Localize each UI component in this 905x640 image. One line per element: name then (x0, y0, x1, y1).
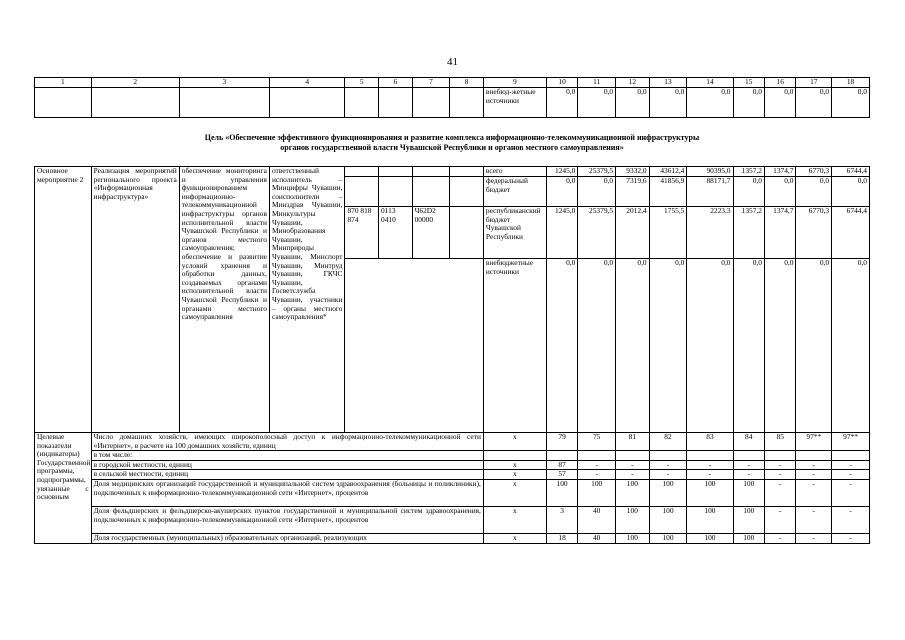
col-num: 3 (179, 78, 269, 88)
value-cell: 9332,0 (616, 167, 650, 177)
value-cell: 0,0 (733, 259, 764, 433)
value-cell: 100 (616, 479, 650, 506)
goal-line-2: органов государственной власти Чувашской Республики и органов местного самоуправления» (280, 143, 624, 152)
source-cell: федеральный бюджет (483, 177, 546, 207)
value-cell: - (616, 470, 650, 480)
col-num: 5 (345, 78, 379, 88)
col-num: 11 (578, 78, 616, 88)
indicator-text: Число домашних хозяйств, имеющих широкополосный доступ к информационно-телекоммуникационной сети «Интернет», в расчете на 100 домашних хозяйств, единиц (91, 433, 483, 451)
column-numbers-row (35, 78, 870, 88)
col-num: 18 (832, 78, 870, 88)
value-cell: 6744,4 (832, 207, 870, 259)
indicator-x: x (483, 479, 546, 506)
value-cell: 6770,3 (796, 207, 832, 259)
value-cell: 0,0 (832, 88, 870, 118)
value-cell: - (733, 470, 764, 480)
event-goal: обеспечение мониторинга и управления функционированием информационно-телекоммуникационной инфраструктуры органов исполнительной власти Чувашской Республики и органов местного самоуправления; обеспечение и развитие условий хранения и обработки данных, создаваемых органами исполнительной власти Чувашской Республики и органами местного самоуправления (179, 167, 269, 433)
table-row (35, 167, 870, 177)
value-cell: - (578, 460, 616, 470)
value-cell: 0,0 (796, 88, 832, 118)
page-number: 41 (447, 56, 458, 68)
value-cell: 0,0 (578, 259, 616, 433)
indicator-x: x (483, 470, 546, 480)
value-cell: 90395,0 (687, 167, 733, 177)
value-cell: 0,0 (764, 259, 795, 433)
value-cell: 100 (649, 506, 687, 533)
value-cell: 57 (546, 470, 577, 480)
value-cell: 0,0 (733, 177, 764, 207)
value-cell: 0,0 (616, 259, 650, 433)
value-cell: 0,0 (796, 177, 832, 207)
value-cell: 0,0 (764, 88, 795, 118)
value-cell: 0,0 (546, 259, 577, 433)
value-cell: - (832, 479, 870, 506)
value-cell: 2012,4 (616, 207, 650, 259)
value-cell: 6744,4 (832, 167, 870, 177)
value-cell: 1374,7 (764, 167, 795, 177)
value-cell: 100 (616, 506, 650, 533)
value-cell: - (649, 470, 687, 480)
col-num: 2 (91, 78, 179, 88)
col-num: 9 (483, 78, 546, 88)
indicator-row (35, 433, 870, 451)
value-cell: 0,0 (546, 177, 577, 207)
indicator-row (35, 506, 870, 533)
value-cell: 79 (546, 433, 577, 451)
value-cell: - (764, 460, 795, 470)
value-cell: 100 (687, 506, 733, 533)
indicator-text: Доля медицинских организаций государственной и муниципальной систем здравоохранения (больницы и поликлиники), подключенных к информационно-телекоммуникационной сети «Интернет», процентов (91, 479, 483, 506)
col-num: 1 (35, 78, 92, 88)
col-num: 16 (764, 78, 795, 88)
event-executor: ответственный исполнитель – Минцифры Чувашии, соисполнители – Минздрав Чувашии, Минкультуры Чувашии, Минобразования Чувашии, Минприроды Чувашии, Минспорт Чувашии, Минтруд Чувашии, ГКЧС Чувашии, Госветслужба Чувашии, участники – органы местного самоуправления* (269, 167, 345, 433)
value-cell: 97** (832, 433, 870, 451)
value-cell: 100 (649, 533, 687, 543)
value-cell: 0,0 (687, 88, 733, 118)
value-cell: 0,0 (649, 88, 687, 118)
value-cell: 75 (578, 433, 616, 451)
value-cell: 0,0 (764, 177, 795, 207)
source-cell: всего (483, 167, 546, 177)
value-cell: - (832, 506, 870, 533)
value-cell: 0,0 (578, 88, 616, 118)
goal-heading (34, 133, 870, 153)
indicator-text: в сельской местности, единиц (91, 470, 483, 480)
value-cell: 40 (578, 533, 616, 543)
value-cell: 100 (687, 533, 733, 543)
indicator-row (35, 533, 870, 543)
col-num: 15 (733, 78, 764, 88)
value-cell: - (764, 479, 795, 506)
value-cell: 40 (578, 506, 616, 533)
value-cell: 100 (733, 479, 764, 506)
value-cell: - (649, 460, 687, 470)
value-cell: 1357,2 (733, 207, 764, 259)
indicator-x: x (483, 533, 546, 543)
value-cell: - (796, 460, 832, 470)
value-cell: 100 (733, 533, 764, 543)
indicator-row (35, 470, 870, 480)
value-cell: - (832, 460, 870, 470)
event-name: Реализация мероприятий регионального проекта «Информационная инфраструктура» (91, 167, 179, 433)
value-cell: 82 (649, 433, 687, 451)
table-row (35, 88, 870, 118)
value-cell: 0,0 (616, 88, 650, 118)
source-cell: республиканский бюджет Чувашской Республики (483, 207, 546, 259)
indicator-x: x (483, 433, 546, 451)
value-cell: 100 (733, 506, 764, 533)
value-cell: - (832, 470, 870, 480)
value-cell: 25379,5 (578, 207, 616, 259)
indicator-x: x (483, 506, 546, 533)
value-cell: - (796, 470, 832, 480)
col-num: 12 (616, 78, 650, 88)
indicator-x: x (483, 460, 546, 470)
value-cell: 83 (687, 433, 733, 451)
value-cell: 85 (764, 433, 795, 451)
indicator-row (35, 451, 870, 461)
value-cell: 2223,3 (687, 207, 733, 259)
value-cell: - (616, 460, 650, 470)
value-cell: - (796, 479, 832, 506)
value-cell: 81 (616, 433, 650, 451)
event-status: Основное мероприятие 2 (35, 167, 92, 433)
value-cell: - (733, 460, 764, 470)
value-cell: 0,0 (649, 259, 687, 433)
value-cell: 41856,9 (649, 177, 687, 207)
value-cell: 100 (578, 479, 616, 506)
value-cell: 7319,6 (616, 177, 650, 207)
rzpr-cell: 0113 0410 (379, 207, 413, 259)
col-num: 8 (450, 78, 484, 88)
value-cell: 0,0 (578, 177, 616, 207)
grbs-cell: 870 818 874 (345, 207, 379, 259)
value-cell: - (687, 460, 733, 470)
col-num: 17 (796, 78, 832, 88)
value-cell: 1245,0 (546, 167, 577, 177)
indicator-row (35, 460, 870, 470)
value-cell: 25379,5 (578, 167, 616, 177)
value-cell: - (764, 533, 795, 543)
value-cell: 100 (546, 479, 577, 506)
indicator-row (35, 479, 870, 506)
value-cell: 1755,5 (649, 207, 687, 259)
value-cell: - (764, 506, 795, 533)
value-cell: - (796, 533, 832, 543)
source-cell: внебюд-жетные источники (483, 88, 546, 118)
indicator-text: в городской местности, единиц (91, 460, 483, 470)
value-cell: 0,0 (687, 259, 733, 433)
indicator-text: в том числе: (91, 451, 483, 461)
value-cell: - (832, 533, 870, 543)
csr-cell: Ч62D2 00000 (412, 207, 450, 259)
value-cell: 3 (546, 506, 577, 533)
value-cell: 43612,4 (649, 167, 687, 177)
col-num: 10 (546, 78, 577, 88)
value-cell: 100 (687, 479, 733, 506)
indicator-text: Доля фельдшерских и фельдшерско-акушерских пунктов государственной и муниципальной систем здравоохранения, подключенных к информационно-телекоммуникационной сети «Интернет», процентов (91, 506, 483, 533)
main-table (34, 166, 870, 544)
value-cell: 0,0 (733, 88, 764, 118)
source-cell: внебюджетные источники (483, 259, 546, 433)
value-cell: - (578, 470, 616, 480)
value-cell: 0,0 (832, 259, 870, 433)
col-num: 7 (412, 78, 450, 88)
value-cell: 1245,0 (546, 207, 577, 259)
value-cell: 84 (733, 433, 764, 451)
col-num: 4 (269, 78, 345, 88)
indicator-text: Доля государственных (муниципальных) образовательных организаций, реализующих (91, 533, 483, 543)
value-cell: 0,0 (832, 177, 870, 207)
col-num: 6 (379, 78, 413, 88)
value-cell: 88171,7 (687, 177, 733, 207)
value-cell: 87 (546, 460, 577, 470)
header-table (34, 77, 870, 118)
goal-line-1: Цель «Обеспечение эффективного функционирования и развитие комплекса информационно-телекоммуникационной инфраструктуры (204, 133, 700, 142)
col-num: 14 (687, 78, 733, 88)
value-cell: - (687, 470, 733, 480)
value-cell: 6770,3 (796, 167, 832, 177)
value-cell: 100 (649, 479, 687, 506)
value-cell: 97** (796, 433, 832, 451)
value-cell: 1357,2 (733, 167, 764, 177)
value-cell: - (764, 470, 795, 480)
indicators-label: Целевые показатели (индикаторы) Государственной программы, подпрограммы, увязанные с основным (35, 433, 92, 544)
value-cell: 0,0 (546, 88, 577, 118)
value-cell: 1374,7 (764, 207, 795, 259)
col-num: 13 (649, 78, 687, 88)
value-cell: 0,0 (796, 259, 832, 433)
value-cell: 100 (616, 533, 650, 543)
value-cell: - (796, 506, 832, 533)
value-cell: 18 (546, 533, 577, 543)
